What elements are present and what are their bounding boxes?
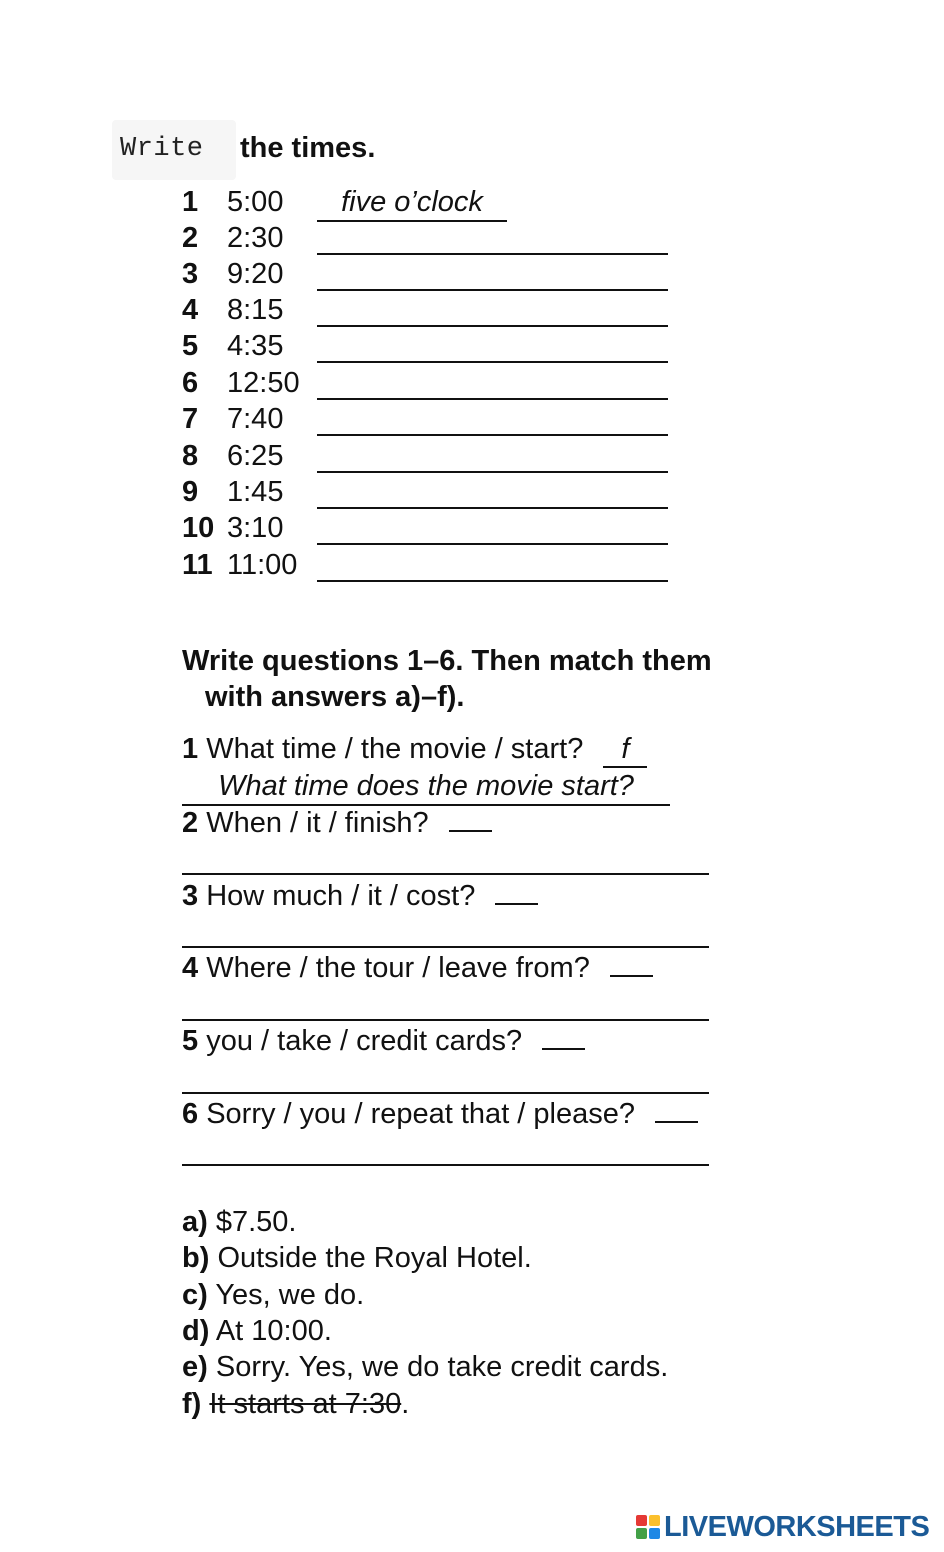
time-row — [182, 367, 682, 403]
question-number: 1 — [182, 733, 199, 765]
answer-option — [182, 1388, 409, 1421]
option-letter: e) — [182, 1351, 208, 1383]
question-prompt: When / it / finish? — [206, 807, 429, 839]
section2-title-line2: with answers a)–f). — [205, 681, 465, 713]
answer-input-line[interactable] — [317, 434, 668, 436]
logo-block — [636, 1528, 647, 1539]
time-row — [182, 440, 682, 476]
item-number: 5 — [182, 330, 199, 362]
option-letter: a) — [182, 1206, 208, 1238]
answer-option — [182, 1351, 668, 1384]
time-value: 8:15 — [227, 294, 284, 326]
logo-block — [636, 1515, 647, 1526]
answer-input-line[interactable] — [182, 873, 709, 875]
time-value: 12:50 — [227, 367, 300, 399]
option-text-struck: It starts at 7:30 — [209, 1388, 402, 1420]
logo-text: LIVEWORKSHEETS — [664, 1510, 930, 1543]
time-value: 3:10 — [227, 512, 284, 544]
option-letter: c) — [182, 1279, 208, 1311]
answer-input-line[interactable] — [182, 1092, 709, 1094]
answer-input-line[interactable] — [317, 325, 668, 327]
question-prompt: you / take / credit cards? — [206, 1025, 523, 1057]
item-number: 4 — [182, 294, 199, 326]
time-value: 5:00 — [227, 186, 284, 218]
question-row — [182, 806, 492, 840]
item-number: 9 — [182, 476, 199, 508]
item-number: 1 — [182, 186, 199, 218]
answer-option — [182, 1315, 332, 1348]
example-answer: five o’clock — [317, 186, 507, 222]
time-row — [182, 186, 682, 222]
answer-option — [182, 1206, 297, 1239]
item-number: 8 — [182, 440, 199, 472]
answer-input-line[interactable] — [317, 361, 668, 363]
option-letter: b) — [182, 1242, 210, 1274]
item-number: 2 — [182, 222, 199, 254]
time-row — [182, 512, 682, 548]
option-text: Yes, we do. — [215, 1279, 365, 1311]
logo-blocks-icon — [636, 1515, 660, 1539]
answer-input-line[interactable] — [317, 471, 668, 473]
option-text-end: . — [401, 1388, 410, 1420]
answer-input-line[interactable] — [317, 289, 668, 291]
item-number: 7 — [182, 403, 199, 435]
time-value: 1:45 — [227, 476, 284, 508]
option-text: Outside the Royal Hotel. — [217, 1242, 532, 1274]
section2-title-line1: Write questions 1–6. Then match them — [182, 645, 712, 677]
question-row — [182, 1024, 585, 1058]
logo-block — [649, 1515, 660, 1526]
question-prompt: Where / the tour / leave from? — [206, 952, 590, 984]
instruction-word: Write — [120, 134, 204, 164]
answer-input-line[interactable] — [317, 580, 668, 582]
item-number: 11 — [182, 549, 213, 581]
question-number: 5 — [182, 1025, 199, 1057]
question-row — [182, 733, 647, 768]
time-row — [182, 549, 682, 585]
answer-option — [182, 1279, 364, 1312]
option-letter: f) — [182, 1388, 202, 1420]
time-row — [182, 294, 682, 330]
item-number: 6 — [182, 367, 199, 399]
liveworksheets-logo[interactable] — [636, 1509, 929, 1545]
question-row — [182, 1097, 698, 1131]
answer-input-line[interactable] — [317, 253, 668, 255]
time-value: 7:40 — [227, 403, 284, 435]
question-prompt: How much / it / cost? — [206, 880, 476, 912]
time-value: 2:30 — [227, 222, 284, 254]
answer-input-line[interactable] — [182, 1019, 709, 1021]
match-letter: f — [603, 733, 647, 768]
answer-input-line[interactable] — [182, 1164, 709, 1166]
answer-option — [182, 1242, 532, 1275]
question-number: 4 — [182, 952, 199, 984]
question-number: 6 — [182, 1098, 199, 1130]
option-text: $7.50. — [215, 1206, 297, 1238]
option-text: Sorry. Yes, we do take credit cards. — [215, 1351, 669, 1383]
option-text: At 10:00. — [215, 1315, 332, 1347]
answer-input-line[interactable] — [182, 946, 709, 948]
section1-title: the times. — [240, 132, 376, 164]
item-number: 3 — [182, 258, 199, 290]
time-row — [182, 330, 682, 366]
match-input[interactable] — [542, 1024, 585, 1050]
match-input[interactable] — [610, 951, 653, 977]
time-row — [182, 222, 682, 258]
match-input[interactable] — [495, 879, 538, 905]
answer-input-line[interactable] — [317, 398, 668, 400]
answer-input-line[interactable] — [317, 543, 668, 545]
logo-block — [649, 1528, 660, 1539]
question-prompt: Sorry / you / repeat that / please? — [206, 1098, 636, 1130]
question-number: 2 — [182, 807, 199, 839]
time-row — [182, 476, 682, 512]
model-answer: What time does the movie start? — [182, 770, 670, 806]
match-input[interactable] — [655, 1097, 698, 1123]
question-row — [182, 879, 538, 913]
time-value: 9:20 — [227, 258, 284, 290]
item-number: 10 — [182, 512, 215, 544]
answer-input-line[interactable] — [317, 507, 668, 509]
option-letter: d) — [182, 1315, 210, 1347]
time-value: 6:25 — [227, 440, 284, 472]
question-number: 3 — [182, 880, 199, 912]
match-input[interactable] — [449, 806, 492, 832]
section2-title — [182, 643, 822, 715]
time-row — [182, 403, 682, 439]
time-value: 11:00 — [227, 549, 298, 581]
time-value: 4:35 — [227, 330, 284, 362]
question-prompt: What time / the movie / start? — [206, 733, 584, 765]
question-row — [182, 951, 653, 985]
time-row — [182, 258, 682, 294]
